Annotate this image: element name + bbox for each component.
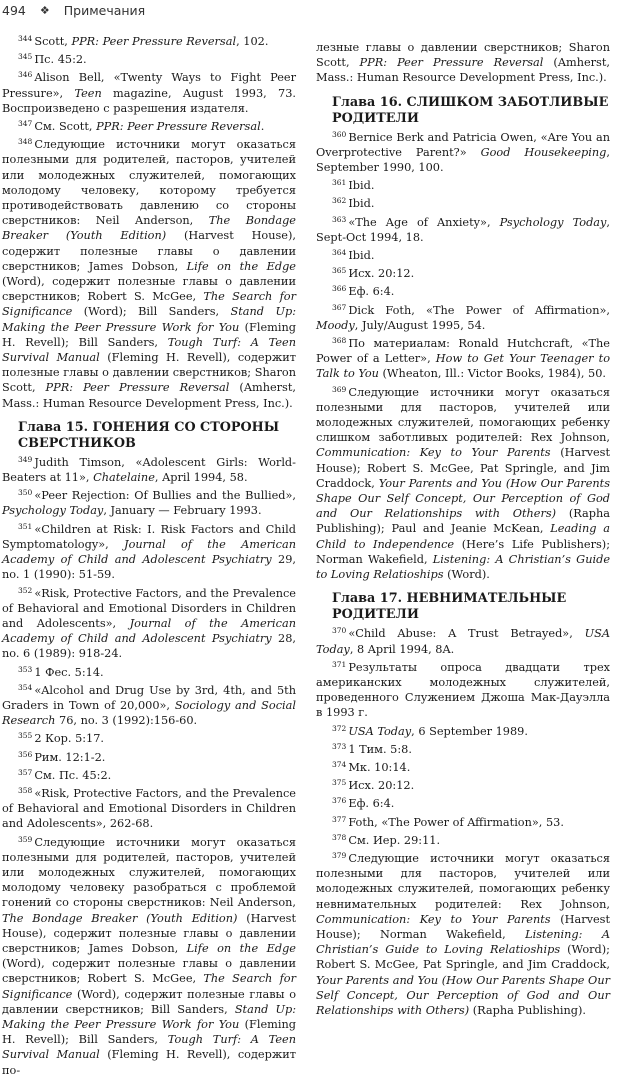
footnote-number: 355	[18, 731, 33, 741]
footnote	[316, 196, 610, 211]
note-text: (Amherst, Mass.: Human Resource Development Press, Inc.).	[2, 381, 296, 410]
footnote-number: 374	[332, 759, 347, 769]
chapter-heading: Глава 15. ГОНЕНИЯ СО СТОРОНЫ СВЕРСТНИКОВ	[18, 419, 280, 451]
note-text: magazine, August 1993, 73. Воспроизведено с разрешения издателя.	[2, 86, 296, 115]
footnote	[316, 284, 610, 299]
page-number: 494	[2, 2, 26, 18]
footnote	[316, 336, 610, 382]
footnote	[2, 34, 296, 49]
italic-title: Leading a Child to Independence	[316, 522, 610, 551]
note-text: «Alcohol and Drug Use by 3rd, 4th, and 5th Graders in Town of 20,000»,	[2, 683, 296, 712]
italic-title: Journal of the American Academy of Child and Adolescent Psychiatry	[2, 537, 296, 567]
note-text: (Fleming H. Revell); Bill Sanders,	[2, 320, 297, 349]
footnote-number: 350	[18, 488, 33, 498]
footnote	[2, 731, 296, 746]
note-text: Scott,	[34, 35, 72, 48]
footnote-number: 346	[18, 70, 33, 80]
note-text: 76, no. 3 (1992):156-60.	[55, 714, 198, 728]
note-text: , January — February 1993.	[103, 504, 262, 518]
footnote-number: 375	[332, 778, 347, 788]
footnote	[316, 724, 610, 739]
note-text: Еф. 6:4.	[348, 285, 395, 299]
note-text: 1 Тим. 5:8.	[348, 742, 412, 756]
footnote-number: 347	[18, 119, 33, 129]
note-text: См. Пс. 45:2.	[34, 768, 112, 782]
italic-title: PPR: Peer Pressure Reversal	[359, 56, 544, 70]
note-text: (Word); Robert S. McGee, Pat Springle, and Jim Craddock,	[316, 943, 610, 972]
footnote-number: 369	[332, 384, 347, 394]
note-text: Еф. 6:4.	[348, 797, 395, 811]
ornament-icon: ❖	[39, 3, 50, 17]
note-text: Ibid.	[348, 249, 375, 263]
footnote-number: 348	[18, 137, 33, 147]
note-text: Judith Timson, «Adolescent Girls: World-Beaters at 11»,	[2, 455, 296, 485]
note-text: «Risk, Protective Factors, and the Prevalence of Behavioral and Emotional Disorders in Children and Adolescents»,	[2, 586, 296, 630]
footnote-number: 349	[18, 454, 33, 464]
note-text: (Rapha Publishing); Paul and Jeanie McKean,	[316, 507, 610, 536]
footnote-number: 376	[332, 796, 347, 806]
note-text: Исх. 20:12.	[348, 267, 415, 281]
footnote-number: 370	[332, 626, 347, 636]
italic-title: Communication: Key to Your Parents	[316, 446, 551, 460]
italic-title: Your Parents and You (How Our Parents Shape Our Self Concept, Our Perception of God and Our Relationships with Others)	[316, 973, 610, 1017]
italic-title: Tough Turf: A Teen Survival Manual	[2, 1033, 296, 1062]
italic-title: Psychology Today	[499, 215, 607, 229]
footnote	[316, 660, 610, 721]
note-text: , April 1994, 58.	[154, 471, 248, 485]
footnote-number: 366	[332, 284, 347, 294]
note-text: «The Age of Anxiety»,	[348, 215, 500, 229]
italic-title: Good Housekeeping	[480, 145, 607, 159]
note-text: «Child Abuse: A Trust Betrayed»,	[348, 627, 585, 641]
note-continuation	[316, 40, 610, 86]
footnote	[2, 488, 296, 518]
footnote-number: 359	[18, 834, 33, 844]
footnote	[316, 742, 610, 757]
footnote-number: 361	[332, 178, 347, 188]
right-column	[316, 40, 610, 1021]
chapter-heading: Глава 16. СЛИШКОМ ЗАБОТЛИВЫЕ РОДИТЕЛИ	[332, 94, 609, 126]
italic-title: Stand Up: Making the Peer Pressure Work for You	[2, 1002, 297, 1031]
footnote-number: 379	[332, 850, 347, 860]
note-text: Мк. 10:14.	[348, 760, 411, 774]
note-text: Рим. 12:1-2.	[34, 750, 106, 764]
italic-title: The Bondage Breaker (Youth Edition)	[2, 214, 296, 243]
footnote-number: 364	[332, 248, 347, 258]
footnote-number: 367	[332, 302, 347, 312]
note-text: (Harvest House); Robert S. McGee, Pat Springle, and Jim Craddock,	[316, 446, 610, 490]
note-text: , 6 September 1989.	[411, 724, 528, 738]
note-text: 2 Кор. 5:17.	[34, 732, 105, 746]
footnote-number: 358	[18, 785, 33, 795]
note-text: (Word); Bill Sanders,	[72, 305, 231, 319]
footnote	[2, 455, 296, 485]
italic-title: Your Parents and You (How Our Parents Shape Our Self Concept, Our Perception of God and Our Relationships with Others)	[316, 476, 611, 521]
section-title: Примечания	[63, 2, 146, 18]
footnote-number: 360	[332, 129, 347, 139]
note-text: 28, no. 6 (1989): 918-24.	[2, 632, 296, 661]
note-text: (Wheaton, Ill.: Victor Books, 1984), 50.	[378, 367, 606, 381]
italic-title: Life on the Edge	[186, 941, 296, 955]
footnote-number: 353	[18, 664, 33, 674]
italic-title: The Bondage Breaker (Youth Edition)	[2, 911, 238, 925]
note-text: Следующие источники могут оказаться полезными для родителей, пасторов, учителей или молодежных служителей, помогающих молодому человеку разобраться с проблемой гонений со стороны сверстников: Neil Anderson,	[2, 835, 296, 910]
note-text: См. Scott,	[34, 120, 97, 134]
note-text: Результаты опроса двадцати трех американских молодежных служителей, проведенного Служением Джоша Мак-Дауэлла в 1993 г.	[316, 660, 610, 720]
footnote-number: 378	[332, 832, 347, 842]
footnote-number: 345	[18, 52, 33, 62]
footnote	[316, 778, 610, 793]
italic-title: Sociology and Social Research	[2, 698, 296, 728]
footnote-number: 363	[332, 214, 347, 224]
italic-title: Journal of the American Academy of Child and Adolescent Psychiatry	[2, 616, 297, 646]
note-text: (Word), содержит полезные главы о давлении сверстников; Robert S. McGee,	[2, 275, 296, 304]
footnote-number: 373	[332, 741, 347, 751]
note-text: , Sept-Oct 1994, 18.	[316, 215, 611, 244]
note-text: (Fleming H. Revell); Bill Sanders,	[2, 1017, 297, 1047]
note-text: Alison Bell, «Twenty Ways to Fight Peer Pressure»,	[2, 71, 296, 100]
chapter-heading: Глава 17. НЕВНИМАТЕЛЬНЫЕ РОДИТЕЛИ	[332, 591, 567, 623]
footnote	[316, 248, 610, 263]
italic-title: Listening: A Christian’s Guide to Loving Relatioships	[316, 927, 610, 957]
footnote	[2, 665, 296, 680]
note-text: (Rapha Publishing).	[469, 1003, 586, 1017]
note-text: (Harvest House), содержит полезные главы о давлении сверстников; James Dobson,	[2, 229, 296, 273]
footnote	[2, 586, 296, 662]
running-head	[2, 0, 145, 20]
note-text: (Word).	[443, 568, 490, 582]
footnote	[316, 178, 610, 193]
note-text: , July/August 1995, 54.	[354, 318, 486, 332]
italic-title: Listening: A Christian’s Guide to Loving Relatioships	[316, 552, 611, 582]
note-text: См. Иер. 29:11.	[348, 833, 441, 847]
italic-title: The Search for Significance	[2, 290, 296, 319]
footnote	[2, 70, 296, 116]
italic-title: PPR: Peer Pressure Reversal	[45, 381, 230, 395]
footnote	[2, 137, 296, 411]
footnote-number: 372	[332, 723, 347, 733]
note-text: По материалам: Ronald Hutchcraft, «The Power of a Letter»,	[316, 337, 610, 366]
footnote	[2, 786, 296, 832]
note-text: (Amherst, Mass.: Human Resource Development Press, Inc.).	[316, 56, 610, 85]
note-text: «Children at Risk: I. Risk Factors and Child Symptomatology»,	[2, 522, 296, 551]
italic-title: USA Today	[348, 724, 412, 738]
footnote	[316, 851, 610, 1018]
italic-title: Life on the Edge	[186, 259, 296, 273]
note-text: 29, no. 1 (1990): 51-59.	[2, 553, 296, 582]
note-text: (Harvest House), содержит полезные главы о давлении сверстников; James Dobson,	[2, 911, 296, 955]
italic-title: PPR: Peer Pressure Reversal	[96, 120, 261, 134]
note-text: лезные главы о давлении сверстников; Sharon Scott,	[316, 41, 610, 70]
footnote-number: 344	[18, 34, 33, 43]
footnote	[316, 385, 610, 583]
footnote	[316, 266, 610, 281]
footnote	[316, 303, 610, 333]
note-text: Bernice Berk and Patricia Owen, «Are You an Overprotective Parent?»	[316, 130, 610, 159]
italic-title: Moody	[316, 318, 355, 332]
note-text: (Word), содержит полезные главы о давлении сверстников; Bill Sanders,	[2, 987, 296, 1016]
note-text: Foth, «The Power of Affirmation», 53.	[348, 815, 564, 829]
footnote-number: 352	[18, 585, 33, 595]
note-text: «Risk, Protective Factors, and the Prevalence of Behavioral and Emotional Disorders in Children and Adolescents», 262-68.	[2, 786, 296, 831]
footnote	[2, 522, 296, 583]
italic-title: Stand Up: Making the Peer Pressure Work for You	[2, 305, 297, 334]
footnote-number: 356	[18, 749, 33, 759]
note-text: .	[260, 120, 265, 134]
footnote	[2, 52, 296, 67]
note-text: Пс. 45:2.	[34, 53, 87, 67]
note-text: , 102.	[236, 35, 269, 48]
footnote	[316, 760, 610, 775]
italic-title: USA Today	[316, 627, 610, 656]
note-text: , September 1990, 100.	[316, 145, 610, 175]
footnote	[316, 815, 610, 830]
note-text: «Peer Rejection: Of Bullies and the Bullied»,	[34, 489, 296, 503]
footnote	[2, 835, 296, 1078]
footnote-number: 377	[332, 814, 347, 824]
note-text: Ibid.	[348, 197, 375, 211]
italic-title: Tough Turf: A Teen Survival Manual	[2, 335, 296, 365]
italic-title: Chatelaine	[93, 471, 155, 485]
footnote	[2, 683, 296, 729]
footnote	[2, 750, 296, 765]
note-text: (Here’s Life Publishers); Norman Wakefield,	[316, 537, 611, 566]
italic-title: PPR: Peer Pressure Reversal	[71, 35, 237, 48]
footnote-number: 351	[18, 521, 33, 531]
note-text: Исх. 20:12.	[348, 779, 415, 793]
note-text: Следующие источники могут оказаться полезными для родителей, пасторов, учителей или молодежных служителей, помогающих молодому человеку, которому требуется противодействовать давлению со стороны сверстников: Neil Anderson,	[2, 138, 296, 228]
note-text: (Fleming H. Revell), содержит по-	[2, 1048, 296, 1077]
italic-title: Teen	[74, 86, 102, 100]
note-text: Ibid.	[348, 179, 375, 193]
footnote-number: 368	[332, 336, 347, 346]
footnote	[316, 626, 610, 656]
note-text: Dick Foth, «The Power of Affirmation»,	[348, 303, 610, 317]
footnote	[316, 215, 610, 245]
italic-title: Psychology Today	[2, 504, 104, 518]
italic-title: How to Get Your Teenager to Talk to You	[316, 352, 610, 381]
note-text: , 8 April 1994, 8A.	[349, 642, 455, 656]
left-column	[2, 34, 296, 1081]
footnote	[2, 768, 296, 783]
footnote-number: 365	[332, 266, 347, 276]
footnote	[316, 130, 610, 176]
footnote-number: 362	[332, 196, 347, 206]
footnote	[316, 796, 610, 811]
italic-title: Communication: Key to Your Parents	[316, 912, 551, 926]
note-text: 1 Фес. 5:14.	[34, 665, 104, 679]
footnote	[2, 119, 296, 134]
footnote-number: 371	[332, 659, 347, 669]
footnote-number: 357	[18, 767, 33, 777]
note-text: Следующие источники могут оказаться полезными для пасторов, учителей или молодежных служителей, помогающих ребенку невнимательных родителей: Rex Johnson,	[316, 851, 610, 911]
italic-title: The Search for Significance	[2, 972, 296, 1001]
note-text: (Fleming H. Revell), содержит полезные главы о давлении сверстников; Sharon Scott,	[2, 351, 296, 395]
footnote-number: 354	[18, 682, 33, 692]
note-text: (Word), содержит полезные главы о давлении сверстников; Robert S. McGee,	[2, 957, 296, 986]
note-text: (Harvest House); Norman Wakefield,	[316, 912, 610, 941]
note-text: Следующие источники могут оказаться полезными для пасторов, учителей или молодежных служителей, помогающих ребенку слишком заботливых родителей: Rex Johnson,	[316, 385, 610, 445]
footnote	[316, 833, 610, 848]
